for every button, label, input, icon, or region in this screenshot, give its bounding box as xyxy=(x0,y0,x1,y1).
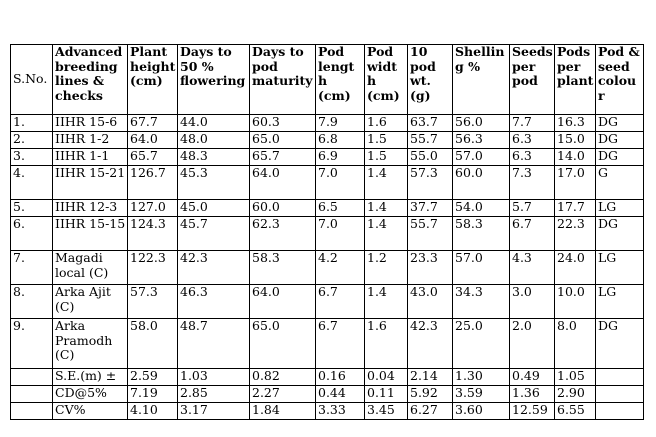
cell-days-flowering: 42.3 xyxy=(178,251,250,285)
cell-shelling: 56.3 xyxy=(453,132,510,149)
cell-pod-weight: 43.0 xyxy=(408,285,453,319)
cell-days-flowering: 48.3 xyxy=(178,149,250,166)
cell-pods-per-plant: 15.0 xyxy=(555,132,596,149)
cell-pod-width: 1.4 xyxy=(365,166,408,200)
cell-plant-height: 127.0 xyxy=(128,200,178,217)
stat-value: 1.05 xyxy=(555,369,596,386)
stat-value: 0.82 xyxy=(250,369,316,386)
stat-label: CD@5% xyxy=(53,386,128,403)
cell-shelling: 58.3 xyxy=(453,217,510,251)
cell-breeding-line: Magadi local (C) xyxy=(53,251,128,285)
cell-days-maturity: 60.3 xyxy=(250,115,316,132)
stat-row-cd-5 xyxy=(11,386,644,403)
cell-pod-weight: 57.3 xyxy=(408,166,453,200)
stat-row-se-m xyxy=(11,369,644,386)
stat-value: 1.84 xyxy=(250,403,316,420)
cell-seeds-per-pod: 7.3 xyxy=(510,166,555,200)
header-plant-height: Plant height (cm) xyxy=(128,45,178,115)
cell-pods-per-plant: 8.0 xyxy=(555,319,596,369)
cell-seeds-per-pod: 6.3 xyxy=(510,132,555,149)
cell-colour: DG xyxy=(596,217,644,251)
cell-colour: LG xyxy=(596,285,644,319)
data-table xyxy=(10,44,644,420)
stat-value: 0.11 xyxy=(365,386,408,403)
cell-breeding-line: Arka Pramodh (C) xyxy=(53,319,128,369)
cell-empty xyxy=(11,403,53,420)
cell-sno: 8. xyxy=(11,285,53,319)
stat-value: 1.36 xyxy=(510,386,555,403)
stat-value: 7.19 xyxy=(128,386,178,403)
cell-shelling: 25.0 xyxy=(453,319,510,369)
cell-days-flowering: 48.7 xyxy=(178,319,250,369)
cell-pod-length: 6.7 xyxy=(316,285,365,319)
cell-plant-height: 65.7 xyxy=(128,149,178,166)
cell-pods-per-plant: 22.3 xyxy=(555,217,596,251)
table-row xyxy=(11,217,644,251)
stat-value: 3.17 xyxy=(178,403,250,420)
cell-days-maturity: 64.0 xyxy=(250,166,316,200)
stat-value: 2.90 xyxy=(555,386,596,403)
cell-colour: DG xyxy=(596,132,644,149)
header-pods-per-plant: Pods per plant xyxy=(555,45,596,115)
table-row xyxy=(11,115,644,132)
stat-value: 3.60 xyxy=(453,403,510,420)
table-row xyxy=(11,132,644,149)
stat-value: 0.04 xyxy=(365,369,408,386)
cell-colour: DG xyxy=(596,319,644,369)
cell-pod-width: 1.4 xyxy=(365,285,408,319)
stat-value: 3.45 xyxy=(365,403,408,420)
cell-pod-width: 1.6 xyxy=(365,319,408,369)
cell-plant-height: 124.3 xyxy=(128,217,178,251)
stat-value: 2.59 xyxy=(128,369,178,386)
cell-breeding-line: IIHR 1-1 xyxy=(53,149,128,166)
cell-days-maturity: 60.0 xyxy=(250,200,316,217)
cell-colour: LG xyxy=(596,200,644,217)
cell-plant-height: 64.0 xyxy=(128,132,178,149)
cell-days-maturity: 64.0 xyxy=(250,285,316,319)
cell-days-maturity: 62.3 xyxy=(250,217,316,251)
cell-days-flowering: 45.0 xyxy=(178,200,250,217)
table-row xyxy=(11,149,644,166)
stat-value: 1.30 xyxy=(453,369,510,386)
cell-pod-length: 6.7 xyxy=(316,319,365,369)
stat-value: 3.59 xyxy=(453,386,510,403)
stat-value: 0.16 xyxy=(316,369,365,386)
cell-seeds-per-pod: 5.7 xyxy=(510,200,555,217)
cell-shelling: 60.0 xyxy=(453,166,510,200)
stat-row-cv xyxy=(11,403,644,420)
table-body xyxy=(11,115,644,420)
header-pod-length: Pod length (cm) xyxy=(316,45,365,115)
cell-seeds-per-pod: 6.3 xyxy=(510,149,555,166)
cell-seeds-per-pod: 6.7 xyxy=(510,217,555,251)
cell-pods-per-plant: 16.3 xyxy=(555,115,596,132)
stat-value: 0.49 xyxy=(510,369,555,386)
header-days-flowering: Days to 50 % flowering xyxy=(178,45,250,115)
cell-days-maturity: 58.3 xyxy=(250,251,316,285)
cell-pods-per-plant: 24.0 xyxy=(555,251,596,285)
cell-plant-height: 67.7 xyxy=(128,115,178,132)
cell-days-maturity: 65.0 xyxy=(250,319,316,369)
cell-sno: 7. xyxy=(11,251,53,285)
cell-pod-weight: 23.3 xyxy=(408,251,453,285)
stat-value: 0.44 xyxy=(316,386,365,403)
stat-value: 2.14 xyxy=(408,369,453,386)
cell-sno: 2. xyxy=(11,132,53,149)
cell-seeds-per-pod: 4.3 xyxy=(510,251,555,285)
header-shelling: Shelling % xyxy=(453,45,510,115)
header-pod-weight: 10 pod wt.(g) xyxy=(408,45,453,115)
cell-shelling: 57.0 xyxy=(453,149,510,166)
cell-empty xyxy=(596,386,644,403)
cell-empty xyxy=(11,386,53,403)
cell-days-flowering: 45.7 xyxy=(178,217,250,251)
cell-seeds-per-pod: 2.0 xyxy=(510,319,555,369)
header-seeds-per-pod: Seeds per pod xyxy=(510,45,555,115)
table-row xyxy=(11,319,644,369)
cell-pod-weight: 63.7 xyxy=(408,115,453,132)
cell-plant-height: 57.3 xyxy=(128,285,178,319)
cell-sno: 5. xyxy=(11,200,53,217)
cell-days-flowering: 48.0 xyxy=(178,132,250,149)
cell-sno: 4. xyxy=(11,166,53,200)
cell-days-flowering: 44.0 xyxy=(178,115,250,132)
cell-pod-length: 7.0 xyxy=(316,217,365,251)
cell-plant-height: 122.3 xyxy=(128,251,178,285)
cell-sno: 1. xyxy=(11,115,53,132)
cell-pod-length: 6.5 xyxy=(316,200,365,217)
header-pod-width: Pod width (cm) xyxy=(365,45,408,115)
cell-days-flowering: 46.3 xyxy=(178,285,250,319)
cell-pod-weight: 55.7 xyxy=(408,132,453,149)
stat-value: 1.03 xyxy=(178,369,250,386)
table-row xyxy=(11,200,644,217)
cell-pods-per-plant: 17.0 xyxy=(555,166,596,200)
cell-sno: 9. xyxy=(11,319,53,369)
cell-sno: 3. xyxy=(11,149,53,166)
cell-days-flowering: 45.3 xyxy=(178,166,250,200)
cell-breeding-line: IIHR 12-3 xyxy=(53,200,128,217)
cell-shelling: 57.0 xyxy=(453,251,510,285)
cell-pod-width: 1.5 xyxy=(365,132,408,149)
cell-pod-length: 6.9 xyxy=(316,149,365,166)
cell-shelling: 34.3 xyxy=(453,285,510,319)
cell-seeds-per-pod: 7.7 xyxy=(510,115,555,132)
cell-shelling: 56.0 xyxy=(453,115,510,132)
cell-days-maturity: 65.0 xyxy=(250,132,316,149)
cell-pod-weight: 55.0 xyxy=(408,149,453,166)
cell-pods-per-plant: 10.0 xyxy=(555,285,596,319)
cell-pod-width: 1.6 xyxy=(365,115,408,132)
cell-empty xyxy=(596,369,644,386)
header-colour: Pod & seed colour xyxy=(596,45,644,115)
header-breeding-lines: Advanced breeding lines & checks xyxy=(53,45,128,115)
stat-value: 12.59 xyxy=(510,403,555,420)
table-row xyxy=(11,251,644,285)
header-sno: S.No. xyxy=(11,45,53,115)
cell-colour: G xyxy=(596,166,644,200)
cell-empty xyxy=(11,369,53,386)
cell-breeding-line: Arka Ajit (C) xyxy=(53,285,128,319)
cell-pod-width: 1.5 xyxy=(365,149,408,166)
stat-label: CV% xyxy=(53,403,128,420)
cell-empty xyxy=(596,403,644,420)
cell-pod-weight: 42.3 xyxy=(408,319,453,369)
stat-value: 2.27 xyxy=(250,386,316,403)
cell-pod-width: 1.4 xyxy=(365,217,408,251)
stat-value: 3.33 xyxy=(316,403,365,420)
cell-breeding-line: IIHR 15-21 xyxy=(53,166,128,200)
stat-value: 4.10 xyxy=(128,403,178,420)
stat-value: 6.27 xyxy=(408,403,453,420)
cell-pod-weight: 55.7 xyxy=(408,217,453,251)
cell-plant-height: 58.0 xyxy=(128,319,178,369)
cell-colour: DG xyxy=(596,115,644,132)
cell-seeds-per-pod: 3.0 xyxy=(510,285,555,319)
cell-pod-width: 1.2 xyxy=(365,251,408,285)
stat-value: 6.55 xyxy=(555,403,596,420)
cell-colour: LG xyxy=(596,251,644,285)
cell-pod-length: 6.8 xyxy=(316,132,365,149)
cell-pods-per-plant: 17.7 xyxy=(555,200,596,217)
cell-pod-length: 7.9 xyxy=(316,115,365,132)
cell-shelling: 54.0 xyxy=(453,200,510,217)
cell-days-maturity: 65.7 xyxy=(250,149,316,166)
cell-pod-width: 1.4 xyxy=(365,200,408,217)
stat-value: 2.85 xyxy=(178,386,250,403)
stat-label: S.E.(m) ± xyxy=(53,369,128,386)
cell-pod-weight: 37.7 xyxy=(408,200,453,217)
cell-pods-per-plant: 14.0 xyxy=(555,149,596,166)
cell-pod-length: 7.0 xyxy=(316,166,365,200)
cell-plant-height: 126.7 xyxy=(128,166,178,200)
cell-breeding-line: IIHR 1-2 xyxy=(53,132,128,149)
cell-colour: DG xyxy=(596,149,644,166)
table-row xyxy=(11,285,644,319)
cell-breeding-line: IIHR 15-6 xyxy=(53,115,128,132)
cell-sno: 6. xyxy=(11,217,53,251)
header-days-maturity: Days to pod maturity xyxy=(250,45,316,115)
cell-pod-length: 4.2 xyxy=(316,251,365,285)
stat-value: 5.92 xyxy=(408,386,453,403)
header-row xyxy=(11,45,644,115)
cell-breeding-line: IIHR 15-15 xyxy=(53,217,128,251)
table-row xyxy=(11,166,644,200)
